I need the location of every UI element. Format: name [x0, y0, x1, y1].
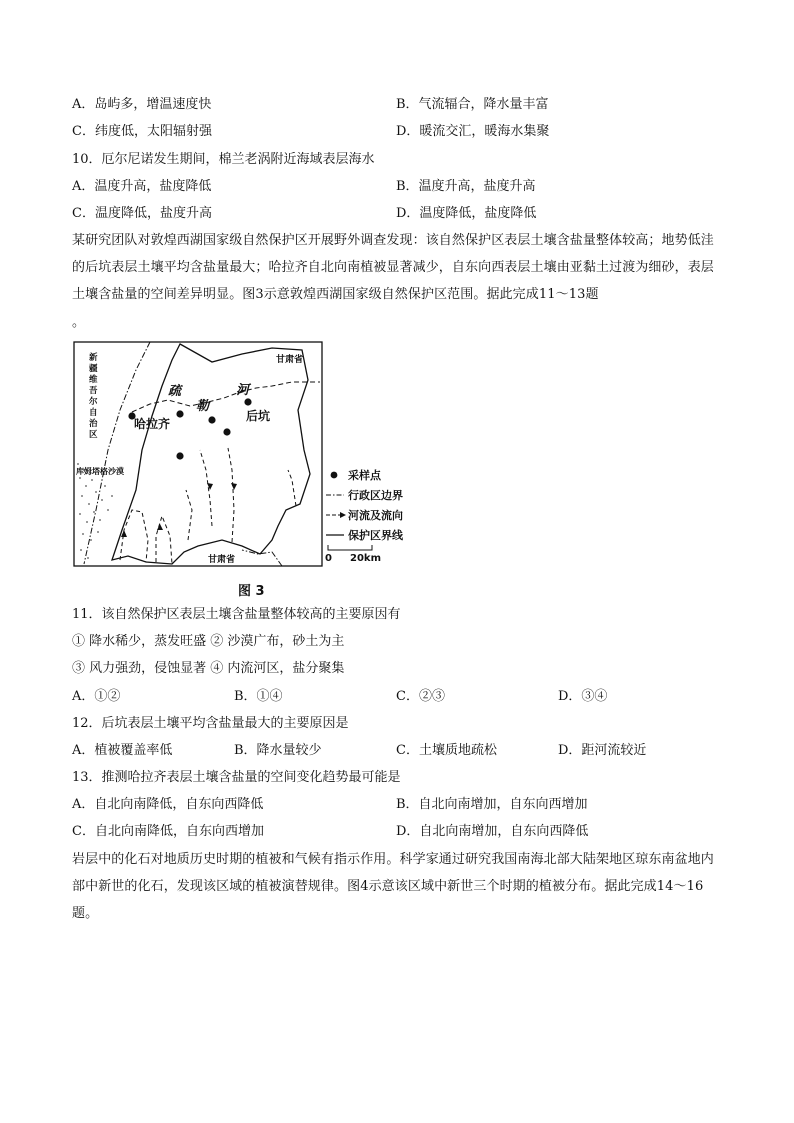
river-char: 疏 [168, 384, 182, 399]
q9-option-d: D．暖流交汇，暖海水集聚 [396, 124, 550, 139]
xinjiang-char: 疆 [89, 364, 98, 374]
sample-point [208, 416, 215, 423]
q11-stem: 11．该自然保护区表层土壤含盐量整体较高的主要原因有 [72, 607, 401, 622]
q11-option-a: A．①② [72, 689, 121, 704]
q12-option-a: A．植被覆盖率低 [72, 743, 173, 758]
legend-boundary-label: 保护区界线 [348, 529, 403, 542]
q9-option-c: C．纬度低，太阳辐射强 [72, 124, 212, 139]
shule-river [132, 382, 320, 412]
scale-bar [328, 545, 372, 550]
halaqi-label: 哈拉齐 [134, 417, 171, 431]
q10-option-b: B．温度升高，盐度升高 [396, 179, 536, 194]
q11-option-c: C．②③ [396, 689, 445, 704]
legend-sample-label: 采样点 [348, 469, 381, 482]
passage-11-13-end: 。 [72, 315, 86, 330]
q11-option-b: B．①④ [234, 689, 283, 704]
q10-option-c: C．温度降低，盐度升高 [72, 206, 212, 221]
xinjiang-char: 新 [89, 353, 98, 363]
scale-zero: 0 [325, 553, 332, 564]
q13-option-a: A．自北向南降低，自东向西降低 [72, 797, 264, 812]
q12-option-c: C．土壤质地疏松 [396, 743, 497, 758]
gansu-top-label: 甘肃省 [276, 355, 304, 365]
q10-option-d: D．温度降低，盐度降低 [396, 206, 537, 221]
xinjiang-char: 自 [89, 408, 98, 418]
passage-14-16: 岩层中的化石对地质历史时期的植被和气候有指示作用。科学家通过研究我国南海北部大陆架地区琼东南盆地内部中新世的化石，发现该区域的植被演替规律。图4示意该区域中新世三个时期的植被分布。据此完成14～16题。 [72, 852, 714, 921]
q11-items-2: ③ 风力强劲，侵蚀显著 ④ 内流河区，盐分聚集 [72, 661, 345, 676]
legend-admin-label: 行政区边界 [348, 489, 403, 502]
xinjiang-char: 尔 [89, 397, 98, 407]
map-frame [74, 342, 322, 566]
stream-6 [288, 470, 296, 506]
q12-option-d: D．距河流较近 [558, 743, 647, 758]
xinjiang-char: 维 [89, 375, 98, 385]
q13-option-c: C．自北向南降低，自东向西增加 [72, 824, 264, 839]
xinjiang-label [89, 352, 98, 440]
xinjiang-char: 区 [89, 430, 98, 440]
passage-11-13: 某研究团队对敦煌西湖国家级自然保护区开展野外调查发现：该自然保护区表层土壤含盐量整体较高；地势低洼的后坑表层土壤平均含盐量最大；哈拉齐自北向南植被显著减少，自东向西表层土壤由亚黏土过渡为细砂，表层土壤含盐量的空间差异明显。图3示意敦煌西湖国家级自然保护区范围。据此完成11～13题 [72, 233, 714, 302]
xinjiang-char: 治 [89, 419, 98, 429]
q11-option-d: D．③④ [558, 689, 608, 704]
figure-3-map [72, 340, 432, 572]
sample-point [244, 398, 251, 405]
desert-label: 库姆塔格沙漠 [76, 467, 124, 476]
q13-option-d: D．自北向南增加，自东向西降低 [396, 824, 589, 839]
q12-option-b: B．降水量较少 [234, 743, 322, 758]
xinjiang-char: 吾 [89, 386, 98, 396]
sample-point [176, 452, 183, 459]
legend [325, 468, 404, 564]
houkeng-label: 后坑 [246, 409, 271, 423]
river-char: 河 [236, 383, 250, 398]
stream-3 [186, 490, 192, 540]
river-char: 勒 [196, 399, 210, 414]
figure-3-caption: 图 3 [238, 584, 265, 599]
q13-option-b: B．自北向南增加，自东向西增加 [396, 797, 588, 812]
q9-option-b: B．气流辐合，降水量丰富 [396, 97, 549, 112]
sample-point [176, 410, 183, 417]
q10-stem: 10．厄尔尼诺发生期间，棉兰老涡附近海域表层海水 [72, 152, 375, 167]
q9-option-a: A．岛屿多，增温速度快 [72, 97, 212, 112]
q11-items-1: ① 降水稀少，蒸发旺盛 ② 沙漠广布，砂土为主 [72, 634, 345, 649]
scale-distance: 20km [350, 553, 381, 564]
desert-stipple [77, 463, 113, 559]
stream-2 [228, 448, 234, 542]
sample-point [223, 428, 230, 435]
q12-stem: 12．后坑表层土壤平均含盐量最大的主要原因是 [72, 716, 349, 731]
legend-river-label: 河流及流向 [348, 509, 403, 522]
gansu-bottom-label: 甘肃省 [208, 555, 236, 565]
stream-5 [156, 516, 172, 564]
legend-sample-icon [331, 472, 338, 479]
q13-stem: 13．推测哈拉齐表层土壤含盐量的空间变化趋势最可能是 [72, 770, 401, 785]
q10-option-a: A．温度升高，盐度降低 [72, 179, 212, 194]
reserve-boundary [112, 344, 310, 564]
